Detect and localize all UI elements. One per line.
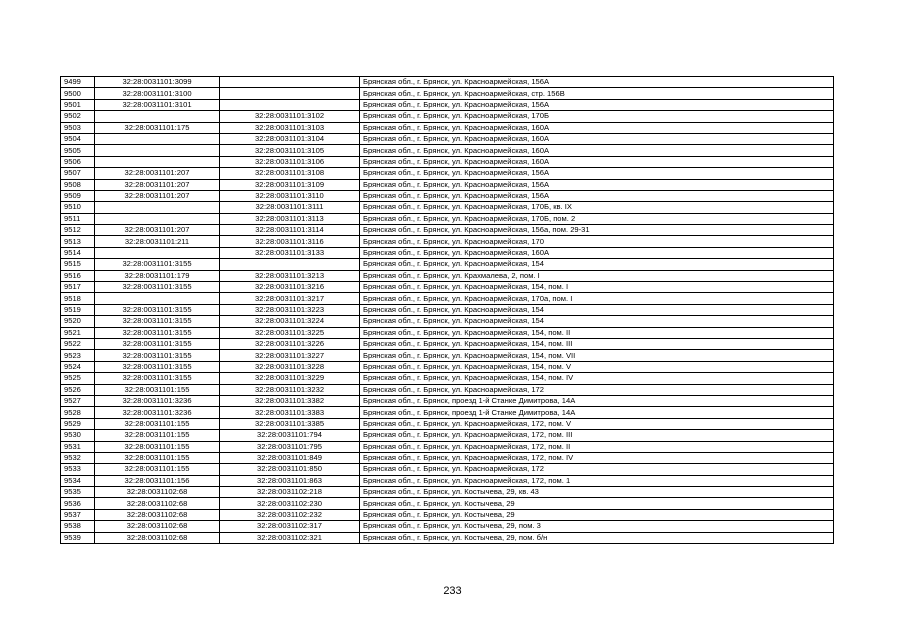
- object-cadastral-number-cell: 32:28:0031101:863: [220, 475, 360, 486]
- address-cell: Брянская обл., г. Брянск, ул. Красноармейская, 172, пом. II: [360, 441, 834, 452]
- parcel-cadastral-number-cell: 32:28:0031101:3155: [95, 338, 220, 349]
- parcel-cadastral-number-cell: [95, 213, 220, 224]
- row-number-cell: 9500: [61, 88, 95, 99]
- address-cell: Брянская обл., г. Брянск, ул. Красноармейская, 156А: [360, 190, 834, 201]
- table-row: [61, 99, 834, 110]
- parcel-cadastral-number-cell: 32:28:0031102:68: [95, 521, 220, 532]
- object-cadastral-number-cell: 32:28:0031102:317: [220, 521, 360, 532]
- parcel-cadastral-number-cell: 32:28:0031102:68: [95, 498, 220, 509]
- object-cadastral-number-cell: 32:28:0031101:3232: [220, 384, 360, 395]
- parcel-cadastral-number-cell: 32:28:0031101:3155: [95, 327, 220, 338]
- row-number-cell: 9521: [61, 327, 95, 338]
- parcel-cadastral-number-cell: [95, 145, 220, 156]
- parcel-cadastral-number-cell: [95, 202, 220, 213]
- object-cadastral-number-cell: 32:28:0031101:3111: [220, 202, 360, 213]
- object-cadastral-number-cell: 32:28:0031101:3110: [220, 190, 360, 201]
- row-number-cell: 9519: [61, 304, 95, 315]
- row-number-cell: 9535: [61, 487, 95, 498]
- row-number-cell: 9503: [61, 122, 95, 133]
- object-cadastral-number-cell: [220, 77, 360, 88]
- row-number-cell: 9505: [61, 145, 95, 156]
- table-row: [61, 350, 834, 361]
- registry-table: [60, 76, 834, 544]
- address-cell: Брянская обл., г. Брянск, ул. Красноармейская, 160А: [360, 122, 834, 133]
- object-cadastral-number-cell: 32:28:0031101:850: [220, 464, 360, 475]
- address-cell: Брянская обл., г. Брянск, ул. Красноармейская, 170Б: [360, 111, 834, 122]
- row-number-cell: 9527: [61, 395, 95, 406]
- parcel-cadastral-number-cell: 32:28:0031101:3099: [95, 77, 220, 88]
- object-cadastral-number-cell: 32:28:0031102:218: [220, 487, 360, 498]
- parcel-cadastral-number-cell: 32:28:0031101:3155: [95, 259, 220, 270]
- row-number-cell: 9507: [61, 168, 95, 179]
- parcel-cadastral-number-cell: 32:28:0031102:68: [95, 532, 220, 543]
- row-number-cell: 9530: [61, 430, 95, 441]
- parcel-cadastral-number-cell: 32:28:0031101:155: [95, 452, 220, 463]
- address-cell: Брянская обл., г. Брянск, ул. Костычева, 29: [360, 498, 834, 509]
- object-cadastral-number-cell: 32:28:0031101:3226: [220, 338, 360, 349]
- row-number-cell: 9509: [61, 190, 95, 201]
- row-number-cell: 9537: [61, 509, 95, 520]
- parcel-cadastral-number-cell: [95, 293, 220, 304]
- table-row: [61, 282, 834, 293]
- address-cell: Брянская обл., г. Брянск, ул. Красноармейская, 172, пом. V: [360, 418, 834, 429]
- object-cadastral-number-cell: 32:28:0031101:3225: [220, 327, 360, 338]
- table-row: [61, 133, 834, 144]
- object-cadastral-number-cell: 32:28:0031101:795: [220, 441, 360, 452]
- table-row: [61, 145, 834, 156]
- row-number-cell: 9524: [61, 361, 95, 372]
- row-number-cell: 9520: [61, 316, 95, 327]
- row-number-cell: 9517: [61, 282, 95, 293]
- object-cadastral-number-cell: 32:28:0031101:3382: [220, 395, 360, 406]
- address-cell: Брянская обл., г. Брянск, ул. Красноармейская, 160А: [360, 247, 834, 258]
- table-row: [61, 487, 834, 498]
- parcel-cadastral-number-cell: 32:28:0031101:155: [95, 430, 220, 441]
- parcel-cadastral-number-cell: 32:28:0031102:68: [95, 509, 220, 520]
- address-cell: Брянская обл., г. Брянск, ул. Красноармейская, 160А: [360, 156, 834, 167]
- parcel-cadastral-number-cell: 32:28:0031101:207: [95, 179, 220, 190]
- row-number-cell: 9539: [61, 532, 95, 543]
- table-row: [61, 225, 834, 236]
- table-row: [61, 521, 834, 532]
- object-cadastral-number-cell: [220, 259, 360, 270]
- table-row: [61, 270, 834, 281]
- parcel-cadastral-number-cell: 32:28:0031101:175: [95, 122, 220, 133]
- address-cell: Брянская обл., г. Брянск, ул. Красноармейская, 160А: [360, 145, 834, 156]
- address-cell: Брянская обл., г. Брянск, ул. Костычева, 29: [360, 509, 834, 520]
- row-number-cell: 9538: [61, 521, 95, 532]
- address-cell: Брянская обл., г. Брянск, ул. Красноармейская, 154, пом. VII: [360, 350, 834, 361]
- parcel-cadastral-number-cell: 32:28:0031101:3101: [95, 99, 220, 110]
- address-cell: Брянская обл., г. Брянск, ул. Красноармейская, 156А: [360, 77, 834, 88]
- object-cadastral-number-cell: [220, 99, 360, 110]
- address-cell: Брянская обл., г. Брянск, ул. Костычева, 29, пом. 3: [360, 521, 834, 532]
- address-cell: Брянская обл., г. Брянск, проезд 1-й Станке Димитрова, 14А: [360, 395, 834, 406]
- page-number: 233: [443, 585, 462, 597]
- address-cell: Брянская обл., г. Брянск, ул. Красноармейская, 154: [360, 259, 834, 270]
- object-cadastral-number-cell: [220, 88, 360, 99]
- object-cadastral-number-cell: 32:28:0031102:230: [220, 498, 360, 509]
- table-row: [61, 452, 834, 463]
- object-cadastral-number-cell: 32:28:0031101:3105: [220, 145, 360, 156]
- parcel-cadastral-number-cell: 32:28:0031101:207: [95, 190, 220, 201]
- row-number-cell: 9518: [61, 293, 95, 304]
- parcel-cadastral-number-cell: [95, 247, 220, 258]
- registry-table-body: [61, 77, 834, 544]
- address-cell: Брянская обл., г. Брянск, ул. Красноармейская, 160А: [360, 133, 834, 144]
- table-row: [61, 77, 834, 88]
- row-number-cell: 9512: [61, 225, 95, 236]
- row-number-cell: 9511: [61, 213, 95, 224]
- address-cell: Брянская обл., г. Брянск, ул. Красноармейская, 172, пом. IV: [360, 452, 834, 463]
- row-number-cell: 9532: [61, 452, 95, 463]
- table-row: [61, 407, 834, 418]
- row-number-cell: 9514: [61, 247, 95, 258]
- table-row: [61, 179, 834, 190]
- parcel-cadastral-number-cell: 32:28:0031101:3236: [95, 395, 220, 406]
- address-cell: Брянская обл., г. Брянск, ул. Костычева, 29, пом. б/н: [360, 532, 834, 543]
- object-cadastral-number-cell: 32:28:0031101:3114: [220, 225, 360, 236]
- parcel-cadastral-number-cell: 32:28:0031101:155: [95, 441, 220, 452]
- table-row: [61, 475, 834, 486]
- row-number-cell: 9522: [61, 338, 95, 349]
- object-cadastral-number-cell: 32:28:0031101:3103: [220, 122, 360, 133]
- parcel-cadastral-number-cell: 32:28:0031101:3155: [95, 373, 220, 384]
- row-number-cell: 9499: [61, 77, 95, 88]
- object-cadastral-number-cell: 32:28:0031101:3383: [220, 407, 360, 418]
- table-row: [61, 190, 834, 201]
- parcel-cadastral-number-cell: 32:28:0031101:3155: [95, 316, 220, 327]
- table-row: [61, 259, 834, 270]
- parcel-cadastral-number-cell: 32:28:0031101:3236: [95, 407, 220, 418]
- row-number-cell: 9508: [61, 179, 95, 190]
- table-row: [61, 338, 834, 349]
- row-number-cell: 9502: [61, 111, 95, 122]
- address-cell: Брянская обл., г. Брянск, ул. Красноармейская, 154, пом. IV: [360, 373, 834, 384]
- row-number-cell: 9529: [61, 418, 95, 429]
- row-number-cell: 9515: [61, 259, 95, 270]
- object-cadastral-number-cell: 32:28:0031101:3217: [220, 293, 360, 304]
- address-cell: Брянская обл., г. Брянск, ул. Крахмалева, 2, пом. I: [360, 270, 834, 281]
- address-cell: Брянская обл., г. Брянск, ул. Красноармейская, 154: [360, 304, 834, 315]
- row-number-cell: 9534: [61, 475, 95, 486]
- address-cell: Брянская обл., г. Брянск, ул. Красноармейская, стр. 156В: [360, 88, 834, 99]
- parcel-cadastral-number-cell: 32:28:0031101:179: [95, 270, 220, 281]
- address-cell: Брянская обл., г. Брянск, ул. Красноармейская, 170а, пом. I: [360, 293, 834, 304]
- object-cadastral-number-cell: 32:28:0031101:3108: [220, 168, 360, 179]
- row-number-cell: 9510: [61, 202, 95, 213]
- table-row: [61, 532, 834, 543]
- parcel-cadastral-number-cell: 32:28:0031101:207: [95, 168, 220, 179]
- parcel-cadastral-number-cell: [95, 156, 220, 167]
- row-number-cell: 9536: [61, 498, 95, 509]
- table-row: [61, 88, 834, 99]
- object-cadastral-number-cell: 32:28:0031102:321: [220, 532, 360, 543]
- table-row: [61, 168, 834, 179]
- row-number-cell: 9523: [61, 350, 95, 361]
- parcel-cadastral-number-cell: [95, 133, 220, 144]
- object-cadastral-number-cell: 32:28:0031101:849: [220, 452, 360, 463]
- table-row: [61, 509, 834, 520]
- table-row: [61, 293, 834, 304]
- address-cell: Брянская обл., г. Брянск, ул. Красноармейская, 154, пом. V: [360, 361, 834, 372]
- object-cadastral-number-cell: 32:28:0031101:3109: [220, 179, 360, 190]
- table-row: [61, 498, 834, 509]
- row-number-cell: 9525: [61, 373, 95, 384]
- table-row: [61, 247, 834, 258]
- table-row: [61, 418, 834, 429]
- object-cadastral-number-cell: 32:28:0031101:3133: [220, 247, 360, 258]
- address-cell: Брянская обл., г. Брянск, ул. Красноармейская, 172: [360, 384, 834, 395]
- object-cadastral-number-cell: 32:28:0031101:3224: [220, 316, 360, 327]
- row-number-cell: 9501: [61, 99, 95, 110]
- address-cell: Брянская обл., г. Брянск, ул. Красноармейская, 154: [360, 316, 834, 327]
- row-number-cell: 9533: [61, 464, 95, 475]
- table-row: [61, 327, 834, 338]
- object-cadastral-number-cell: 32:28:0031101:3228: [220, 361, 360, 372]
- address-cell: Брянская обл., г. Брянск, ул. Красноармейская, 172, пом. III: [360, 430, 834, 441]
- table-row: [61, 122, 834, 133]
- address-cell: Брянская обл., г. Брянск, ул. Красноармейская, 154, пом. I: [360, 282, 834, 293]
- table-row: [61, 213, 834, 224]
- parcel-cadastral-number-cell: 32:28:0031101:3155: [95, 282, 220, 293]
- parcel-cadastral-number-cell: 32:28:0031101:3155: [95, 361, 220, 372]
- object-cadastral-number-cell: 32:28:0031101:3106: [220, 156, 360, 167]
- address-cell: Брянская обл., г. Брянск, проезд 1-й Станке Димитрова, 14А: [360, 407, 834, 418]
- row-number-cell: 9528: [61, 407, 95, 418]
- address-cell: Брянская обл., г. Брянск, ул. Красноармейская, 154, пом. II: [360, 327, 834, 338]
- row-number-cell: 9513: [61, 236, 95, 247]
- object-cadastral-number-cell: 32:28:0031101:3385: [220, 418, 360, 429]
- table-row: [61, 361, 834, 372]
- address-cell: Брянская обл., г. Брянск, ул. Красноармейская, 170: [360, 236, 834, 247]
- table-row: [61, 316, 834, 327]
- parcel-cadastral-number-cell: 32:28:0031101:211: [95, 236, 220, 247]
- object-cadastral-number-cell: 32:28:0031101:3216: [220, 282, 360, 293]
- table-row: [61, 373, 834, 384]
- table-row: [61, 111, 834, 122]
- address-cell: Брянская обл., г. Брянск, ул. Красноармейская, 156А: [360, 99, 834, 110]
- object-cadastral-number-cell: 32:28:0031101:3102: [220, 111, 360, 122]
- row-number-cell: 9516: [61, 270, 95, 281]
- row-number-cell: 9506: [61, 156, 95, 167]
- address-cell: Брянская обл., г. Брянск, ул. Костычева, 29, кв. 43: [360, 487, 834, 498]
- address-cell: Брянская обл., г. Брянск, ул. Красноармейская, 172: [360, 464, 834, 475]
- parcel-cadastral-number-cell: 32:28:0031102:68: [95, 487, 220, 498]
- parcel-cadastral-number-cell: 32:28:0031101:3155: [95, 350, 220, 361]
- table-row: [61, 441, 834, 452]
- parcel-cadastral-number-cell: 32:28:0031101:3155: [95, 304, 220, 315]
- table-row: [61, 202, 834, 213]
- row-number-cell: 9504: [61, 133, 95, 144]
- parcel-cadastral-number-cell: 32:28:0031101:155: [95, 384, 220, 395]
- parcel-cadastral-number-cell: 32:28:0031101:3100: [95, 88, 220, 99]
- table-row: [61, 236, 834, 247]
- parcel-cadastral-number-cell: 32:28:0031101:156: [95, 475, 220, 486]
- object-cadastral-number-cell: 32:28:0031101:794: [220, 430, 360, 441]
- object-cadastral-number-cell: 32:28:0031101:3229: [220, 373, 360, 384]
- row-number-cell: 9526: [61, 384, 95, 395]
- parcel-cadastral-number-cell: 32:28:0031101:207: [95, 225, 220, 236]
- address-cell: Брянская обл., г. Брянск, ул. Красноармейская, 170Б, пом. 2: [360, 213, 834, 224]
- parcel-cadastral-number-cell: 32:28:0031101:155: [95, 418, 220, 429]
- address-cell: Брянская обл., г. Брянск, ул. Красноармейская, 154, пом. III: [360, 338, 834, 349]
- object-cadastral-number-cell: 32:28:0031101:3104: [220, 133, 360, 144]
- parcel-cadastral-number-cell: [95, 111, 220, 122]
- object-cadastral-number-cell: 32:28:0031101:3223: [220, 304, 360, 315]
- address-cell: Брянская обл., г. Брянск, ул. Красноармейская, 156а, пом. 29-31: [360, 225, 834, 236]
- row-number-cell: 9531: [61, 441, 95, 452]
- address-cell: Брянская обл., г. Брянск, ул. Красноармейская, 156А: [360, 179, 834, 190]
- object-cadastral-number-cell: 32:28:0031101:3213: [220, 270, 360, 281]
- address-cell: Брянская обл., г. Брянск, ул. Красноармейская, 156А: [360, 168, 834, 179]
- object-cadastral-number-cell: 32:28:0031101:3227: [220, 350, 360, 361]
- object-cadastral-number-cell: 32:28:0031101:3113: [220, 213, 360, 224]
- object-cadastral-number-cell: 32:28:0031102:232: [220, 509, 360, 520]
- table-row: [61, 304, 834, 315]
- table-row: [61, 464, 834, 475]
- address-cell: Брянская обл., г. Брянск, ул. Красноармейская, 172, пом. 1: [360, 475, 834, 486]
- parcel-cadastral-number-cell: 32:28:0031101:155: [95, 464, 220, 475]
- table-row: [61, 156, 834, 167]
- table-row: [61, 384, 834, 395]
- address-cell: Брянская обл., г. Брянск, ул. Красноармейская, 170Б, кв. IX: [360, 202, 834, 213]
- object-cadastral-number-cell: 32:28:0031101:3116: [220, 236, 360, 247]
- table-row: [61, 395, 834, 406]
- table-row: [61, 430, 834, 441]
